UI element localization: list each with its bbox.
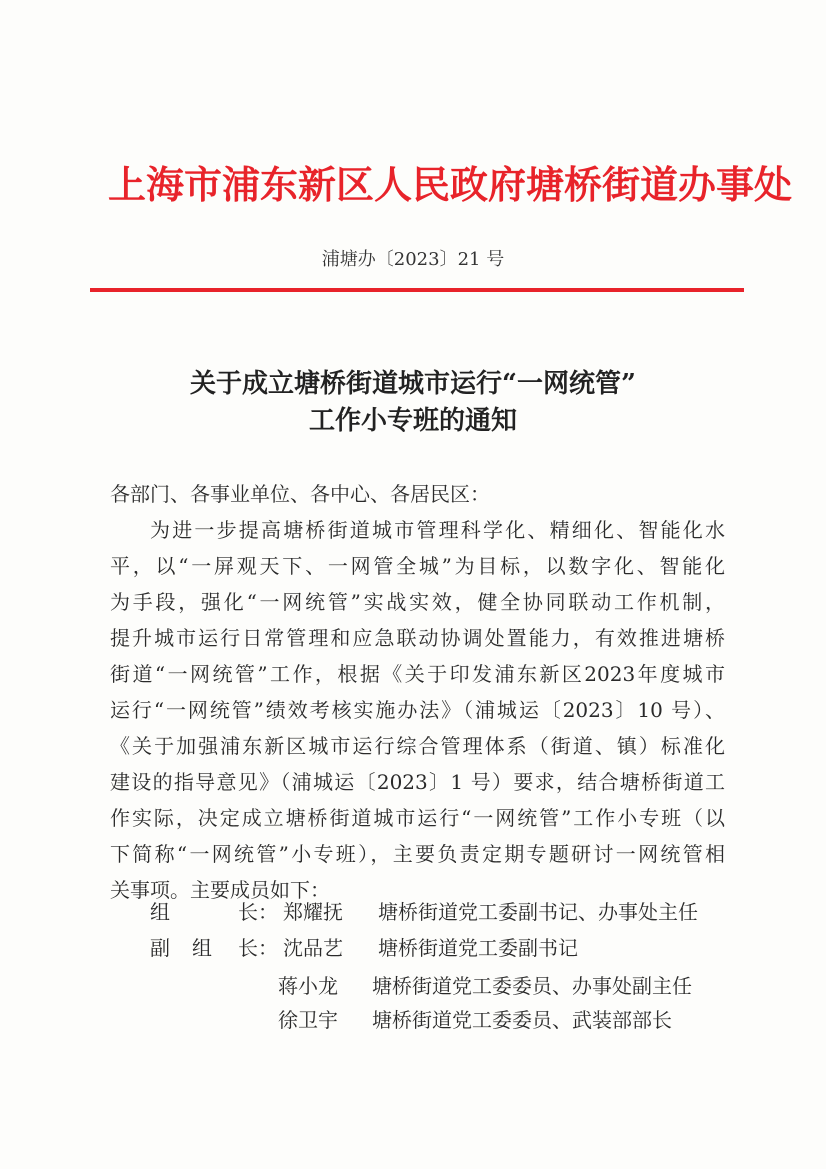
body-line: 关事项。主要成员如下： [110,878,330,902]
body-line: 《关于加强浦东新区城市运行综合管理体系（街道、镇）标准化 [110,734,725,758]
title-line-1: 关于成立塘桥街道城市运行“一网统管” [190,369,636,399]
body-line: 建设的指导意见》（浦城运〔2023〕1 号）要求，结合塘桥街道工 [110,770,725,794]
body-line: 作实际，决定成立塘桥街道城市运行“一网统管”工作小专班（以 [110,806,725,830]
body-line: 提升城市运行日常管理和应急联动协调处置能力，有效推进塘桥 [110,626,725,650]
member-name: 沈品艺 [283,936,343,960]
member-position: 塘桥街道党工委委员、办事处副主任 [372,974,692,998]
red-divider [90,288,744,292]
member-role-c: 长： [238,900,278,924]
salutation: 各部门、各事业单位、各中心、各居民区： [110,482,490,506]
member-name: 郑耀抚 [283,900,343,924]
member-role-b: 组 [192,936,212,960]
document-number: 浦塘办〔2023〕21 号 [321,249,505,270]
body-line: 下简称“一网统管”小专班），主要负责定期专题研讨一网统管相 [110,842,725,866]
body-line: 为进一步提高塘桥街道城市管理科学化、精细化、智能化水 [150,518,725,542]
issuing-organization-header: 上海市浦东新区人民政府塘桥街道办事处 [108,162,793,207]
body-line: 街道“一网统管”工作，根据《关于印发浦东新区2023年度城市 [110,662,725,686]
title-line-2: 工作小专班的通知 [308,406,517,436]
member-position: 塘桥街道党工委副书记 [378,936,578,960]
member-position: 塘桥街道党工委副书记、办事处主任 [378,900,698,924]
body-line: 为手段，强化“一网统管”实战实效，健全协同联动工作机制， [110,590,725,614]
member-role-a: 副 [150,936,170,960]
member-position: 塘桥街道党工委委员、武装部部长 [372,1008,672,1032]
body-line: 运行“一网统管”绩效考核实施办法》（浦城运〔2023〕10 号）、 [110,698,725,722]
member-name: 蒋小龙 [278,974,338,998]
member-role-c: 长： [238,936,278,960]
member-name: 徐卫宇 [278,1008,338,1032]
body-line: 平，以“一屏观天下、一网管全城”为目标，以数字化、智能化 [110,554,725,578]
member-role-a: 组 [150,900,170,924]
